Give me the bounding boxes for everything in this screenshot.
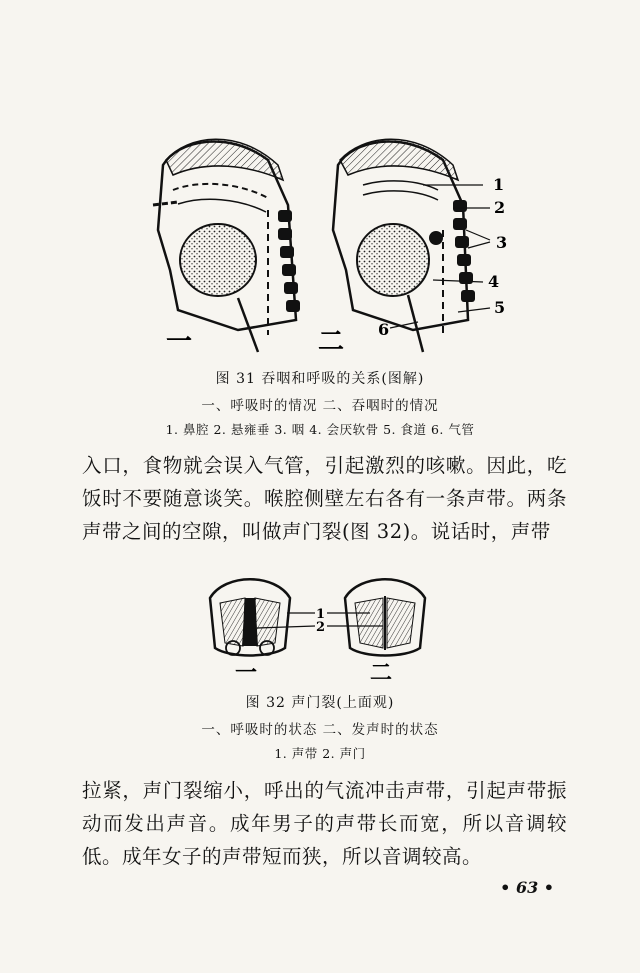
figure-31-caption: 图 31 吞咽和呼吸的关系(图解) [215,371,425,387]
body-paragraph-1: 入口，食物就会误入气管，引起激烈的咳嗽。因此，吃饭时不要随意谈笑。喉腔侧壁左右各有一条声带。两条声带之间的空隙，叫做声门裂(图 32)。说话时，声带 [82,454,567,543]
figure-32-legend: 1. 声带 2. 声门 [274,746,366,761]
glottis-phonation [345,579,425,655]
panel-label-2: 二 [318,327,345,356]
panel-label-1: 一 [166,327,193,356]
figure-32-illustration [195,568,440,684]
figure-32-caption: 图 32 声门裂(上面观) [245,695,395,711]
callout-2: 2 [494,198,506,217]
callout-3: 3 [496,233,508,252]
panel-label-1: 一 [235,660,258,684]
callout-5: 5 [494,298,506,317]
figure-32-subcaption: 一、呼吸时的状态 二、发声时的状态 [201,722,439,738]
figure-31-legend: 1. 鼻腔 2. 悬雍垂 3. 咽 4. 会厌软骨 5. 食道 6. 气管 [165,422,475,437]
panel-label-2: 二 [370,660,393,684]
glottis-breathing [210,579,290,655]
head-section-breathing [153,139,300,352]
callout-4: 4 [488,272,500,291]
head-section-swallowing [333,139,475,352]
callout-2: 2 [316,620,326,635]
figure-31-subcaption: 一、呼吸时的情况 二、吞咽时的情况 [201,398,439,414]
callout-6: 6 [378,320,390,339]
callout-1: 1 [493,175,505,194]
figure-31-illustration [118,120,538,356]
callout-1: 1 [316,607,326,622]
body-paragraph-2: 拉紧，声门裂缩小，呼出的气流冲击声带，引起声带振动而发出声音。成年男子的声带长而宽，所以音调较低。成年女子的声带短而狭，所以音调较高。 [82,779,567,868]
page-number: • 63 • [500,878,554,897]
